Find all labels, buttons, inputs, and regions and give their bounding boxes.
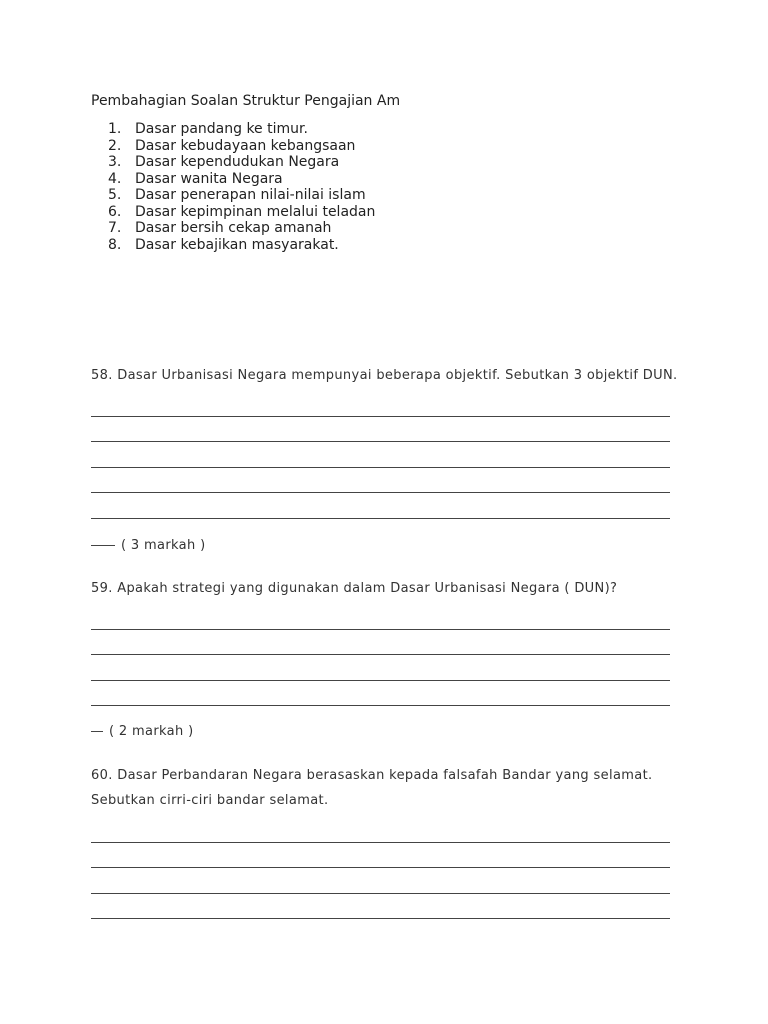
list-item (108, 171, 375, 188)
list-number: 1. (108, 121, 122, 137)
list-text: Dasar kepimpinan melalui teladan (135, 203, 376, 220)
answer-line (91, 877, 670, 903)
question-59: 59. Apakah strategi yang digunakan dalam Dasar Urbanisasi Negara ( DUN)? (91, 581, 618, 596)
question-60-line1: 60. Dasar Perbandaran Negara berasaskan kepada falsafah Bandar yang selamat. (91, 768, 653, 783)
list-number: 3. (108, 154, 122, 170)
marks-58 (91, 537, 206, 554)
list-text: Dasar wanita Negara (135, 170, 283, 187)
list-item (108, 154, 375, 171)
question-60-line2: Sebutkan cirri-ciri bandar selamat. (91, 793, 329, 808)
question-58: 58. Dasar Urbanisasi Negara mempunyai beberapa objektif. Sebutkan 3 objektif DUN. (91, 368, 678, 383)
answer-line (91, 826, 670, 852)
policy-list (108, 121, 375, 253)
answer-lines-58 (91, 400, 670, 528)
answer-line-tail (91, 730, 103, 732)
answer-line (91, 852, 670, 878)
document-title: Pembahagian Soalan Struktur Pengajian Am (91, 93, 401, 109)
list-number: 8. (108, 236, 122, 253)
marks-label: ( 2 markah ) (109, 724, 194, 739)
answer-line (91, 690, 670, 716)
list-text: Dasar penerapan nilai-nilai islam (135, 187, 366, 203)
answer-line (91, 613, 670, 639)
list-number: 6. (108, 203, 122, 220)
list-item (108, 121, 375, 138)
answer-line (91, 639, 670, 665)
answer-line (91, 903, 670, 929)
answer-line (91, 477, 670, 503)
list-text: Dasar pandang ke timur. (135, 121, 308, 137)
marks-59 (91, 723, 194, 740)
list-text: Dasar kebajikan masyarakat. (135, 236, 339, 253)
answer-line (91, 502, 670, 528)
list-text: Dasar kependudukan Negara (135, 154, 340, 170)
list-number: 7. (108, 220, 122, 236)
list-item (108, 187, 375, 204)
list-number: 4. (108, 170, 122, 187)
list-number: 5. (108, 187, 122, 203)
list-item (108, 204, 375, 221)
answer-line (91, 426, 670, 452)
answer-lines-60 (91, 826, 670, 928)
list-item (108, 138, 375, 155)
list-text: Dasar bersih cekap amanah (135, 220, 332, 236)
list-number: 2. (108, 137, 122, 154)
answer-line-tail (91, 544, 115, 546)
answer-line (91, 664, 670, 690)
list-item (108, 220, 375, 237)
list-item (108, 237, 375, 254)
answer-lines-59 (91, 613, 670, 715)
answer-line (91, 451, 670, 477)
answer-line (91, 400, 670, 426)
marks-label: ( 3 markah ) (121, 538, 206, 553)
list-text: Dasar kebudayaan kebangsaan (135, 137, 356, 154)
